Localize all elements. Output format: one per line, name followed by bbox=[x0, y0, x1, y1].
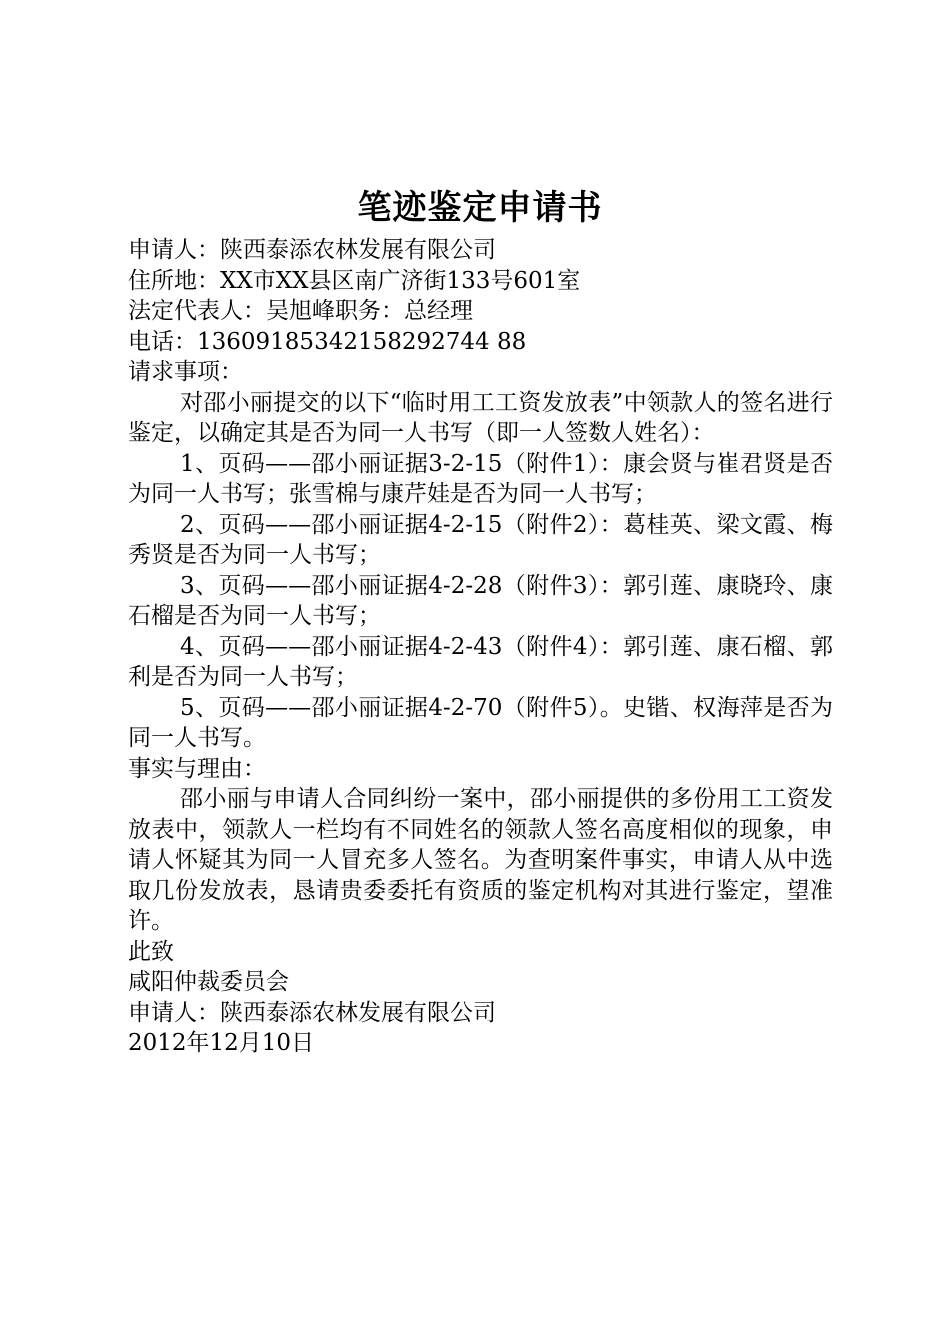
facts-body: 邵小丽与申请人合同纠纷一案中，邵小丽提供的多份用工工资发放表中，领款人一栏均有不同姓名的领款人签名高度相似的现象，申请人怀疑其为同一人冒充多人签名。为查明案件事实，申请人从中选取几份发放表，恳请贵委委托有资质的鉴定机构对其进行鉴定，望准许。 bbox=[128, 786, 833, 934]
request-item-4: 4、页码——邵小丽证据4-2-43（附件4）：郭引莲、康石榴、郭利是否为同一人书写； bbox=[128, 633, 833, 690]
request-heading: 请求事项： bbox=[128, 359, 243, 385]
request-item-3: 3、页码——邵小丽证据4-2-28（附件3）：郭引莲、康晓玲、康石榴是否为同一人书写； bbox=[128, 572, 833, 629]
address-line: 住所地：XX市XX县区南广济街133号601室 bbox=[128, 267, 581, 294]
request-item-1: 1、页码——邵小丽证据3-2-15（附件1）：康会贤与崔君贤是否为同一人书写；张雪棉与康芹娃是否为同一人书写； bbox=[128, 450, 833, 507]
request-item-5: 5、页码——邵小丽证据4-2-70（附件5）。史锴、权海萍是否为同一人书写。 bbox=[128, 694, 833, 751]
document-body bbox=[128, 235, 833, 1059]
request-body: 对邵小丽提交的以下“临时用工工资发放表”中领款人的签名进行鉴定，以确定其是否为同一人书写（即一人签数人姓名）： bbox=[128, 389, 833, 446]
document-title: 笔迹鉴定申请书 bbox=[357, 188, 603, 228]
legal-rep-line: 法定代表人：吴旭峰职务：总经理 bbox=[128, 298, 473, 324]
applicant-line: 申请人：陕西泰添农林发展有限公司 bbox=[128, 237, 496, 263]
closing-line: 此致 bbox=[128, 938, 174, 965]
request-item-2: 2、页码——邵小丽证据4-2-15（附件2）：葛桂英、梁文霞、梅秀贤是否为同一人书写； bbox=[128, 511, 833, 568]
date-line: 2012年12月10日 bbox=[128, 1030, 315, 1056]
phone-line: 电话：13609185342158292744 88 bbox=[128, 328, 527, 355]
facts-heading: 事实与理由： bbox=[128, 755, 266, 782]
recipient-line: 咸阳仲裁委员会 bbox=[128, 969, 289, 995]
signature-line: 申请人：陕西泰添农林发展有限公司 bbox=[128, 999, 496, 1026]
